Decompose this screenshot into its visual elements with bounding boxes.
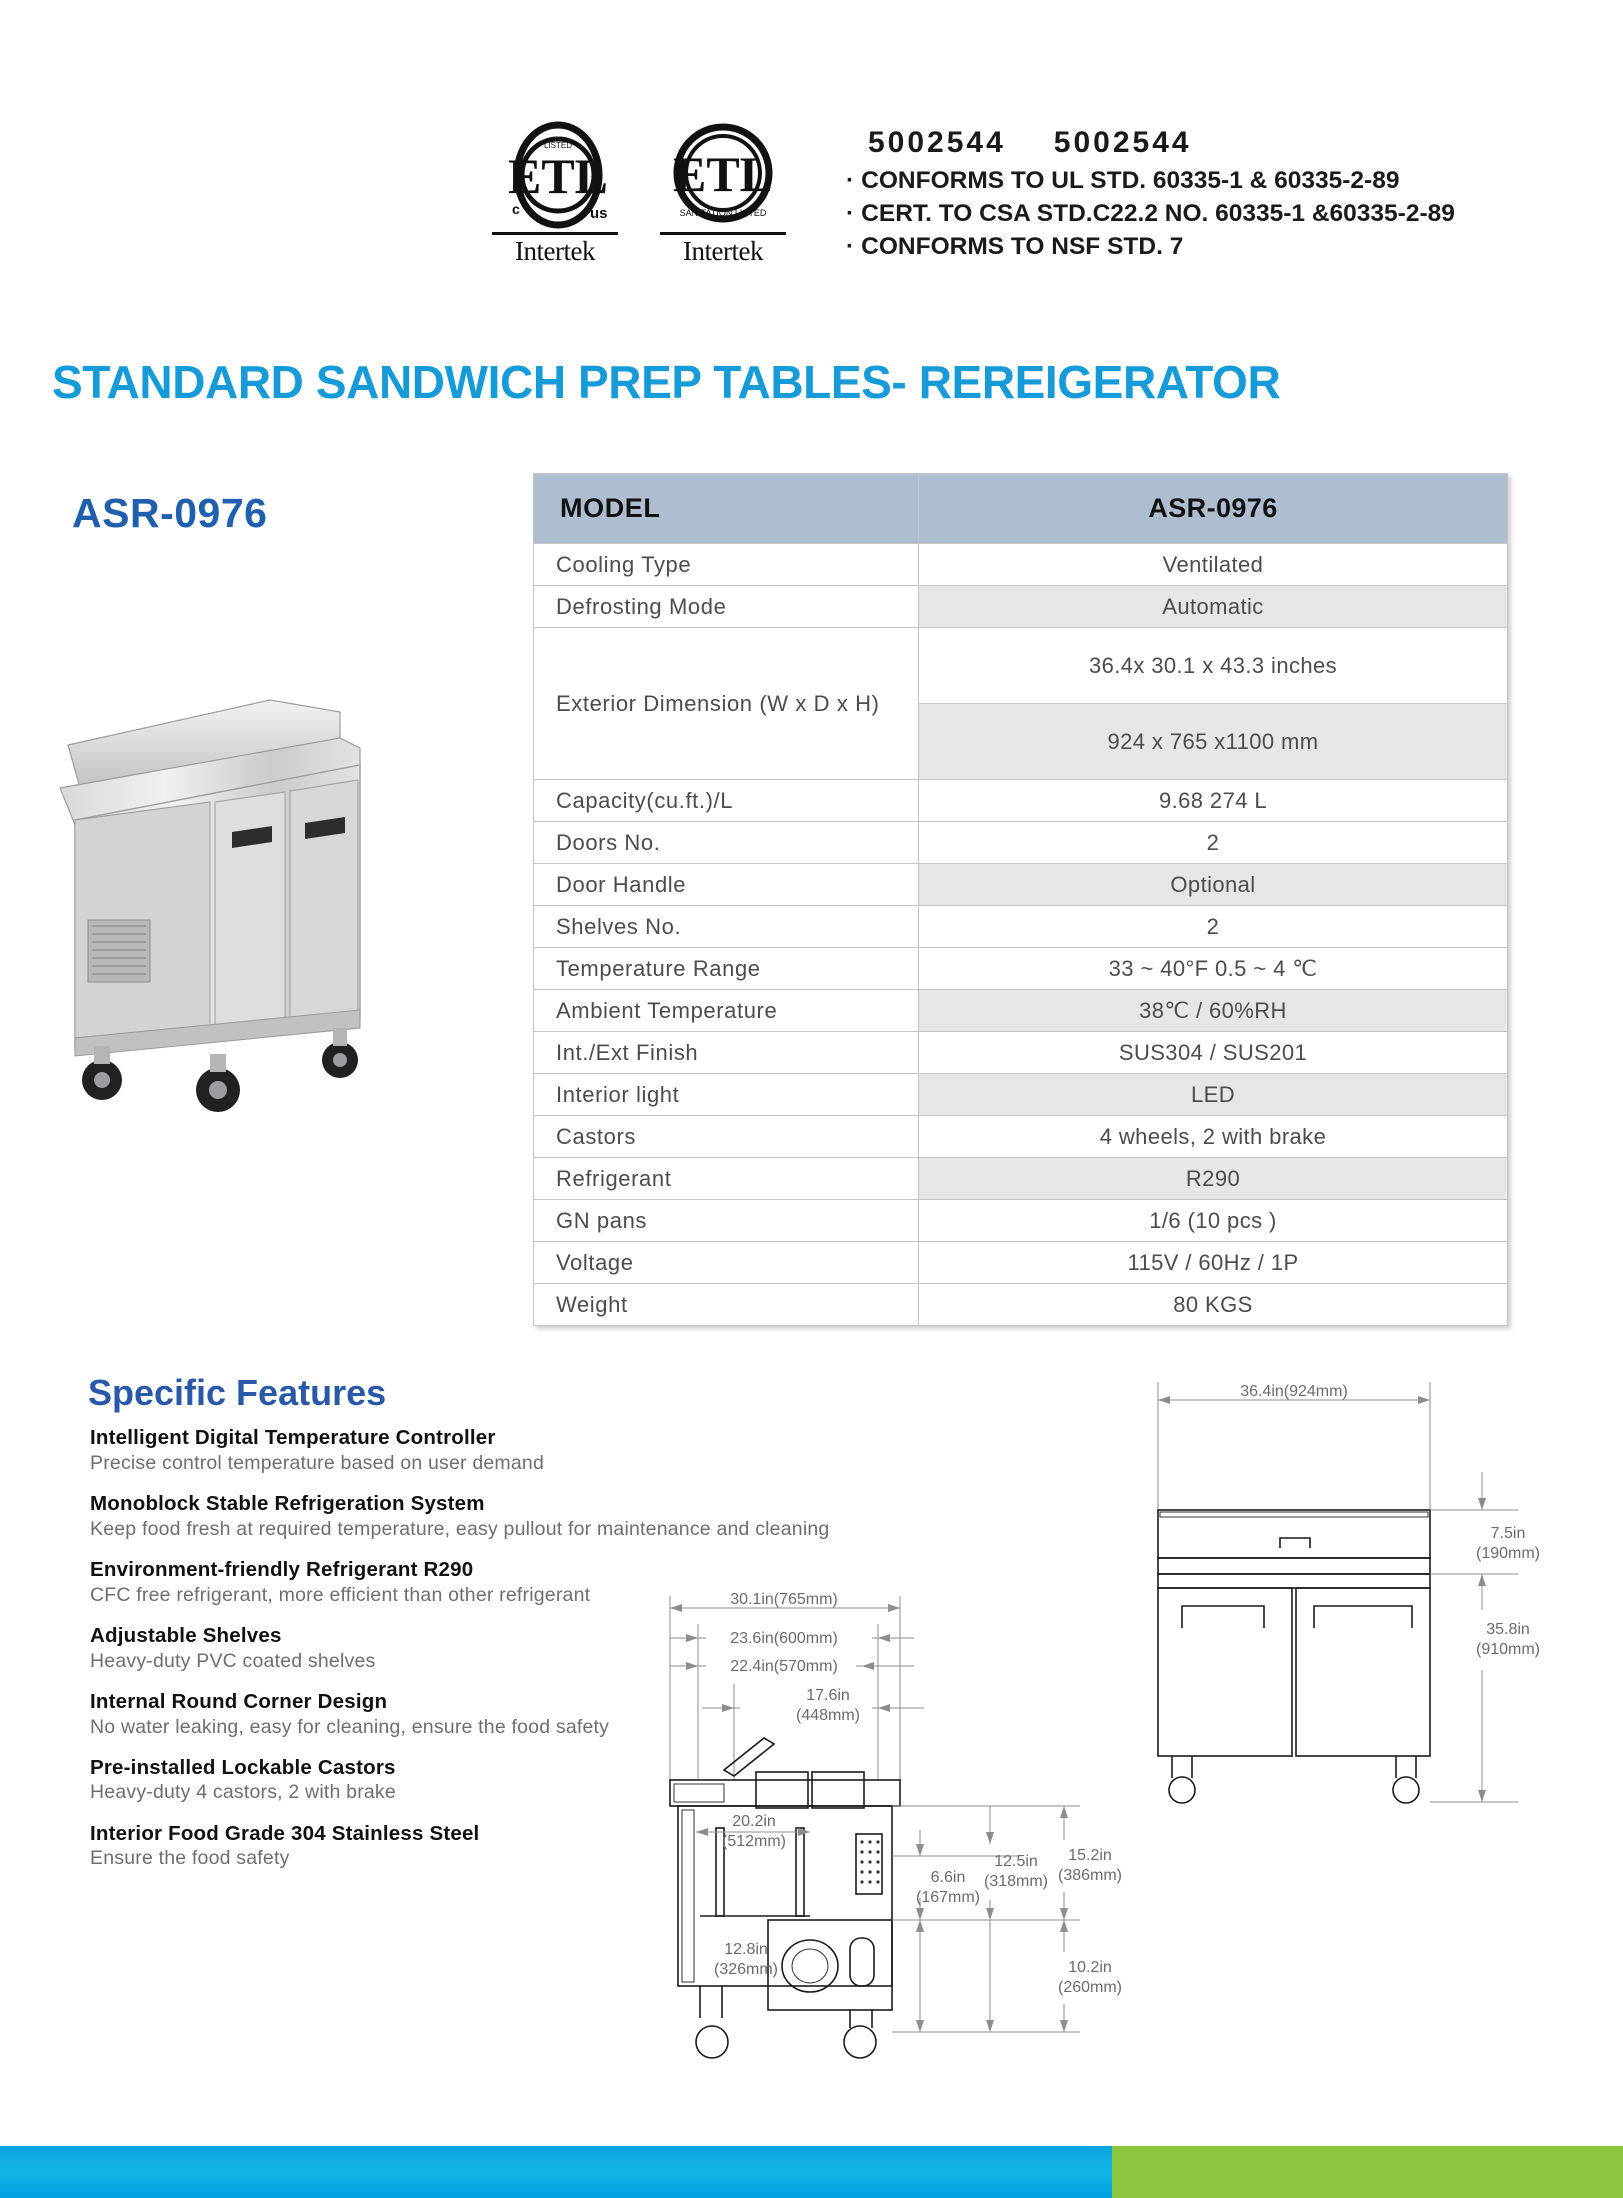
specification-table [533,473,1508,1326]
feature-description: Heavy-duty 4 castors, 2 with brake [90,1781,396,1804]
table-row [534,628,1508,704]
spec-value-int-ext-finish: SUS304 / SUS201 [919,1032,1508,1074]
table-row [534,822,1508,864]
certification-codes [846,126,1455,160]
table-row [534,1200,1508,1242]
spec-key-door-handle: Door Handle [534,864,919,906]
side-dim-600-label: 23.6in(600mm) [730,1630,838,1647]
cert-bullet-icon: · [846,167,855,194]
spec-value-voltage: 115V / 60Hz / 1P [919,1242,1508,1284]
side-dim-260-label-2: (260mm) [1057,1979,1123,1996]
front-height-dimension-label-2: (910mm) [1475,1641,1541,1658]
spec-key-temperature-range: Temperature Range [534,948,919,990]
side-depth-dimension-label: 30.1in(765mm) [730,1591,838,1608]
cert-line-ul [846,165,1455,198]
svg-text:c: c [512,201,520,217]
spec-header-key: MODEL [534,474,919,544]
table-row [534,1032,1508,1074]
table-row [534,1242,1508,1284]
spec-key-castors: Castors [534,1116,919,1158]
spec-key-doors-no: Doors No. [534,822,919,864]
table-row [534,544,1508,586]
side-dim-326-label-2: (326mm) [713,1961,779,1978]
feature-description: Heavy-duty PVC coated shelves [90,1649,376,1672]
spec-value-temperature-range: 33 ~ 40°F 0.5 ~ 4 ℃ [919,948,1508,990]
front-width-dimension-label: 36.4in(924mm) [1240,1383,1348,1400]
feature-item [90,1755,710,1806]
feature-heading: Pre-installed Lockable Castors [90,1755,396,1779]
spec-key-capacity: Capacity(cu.ft.)/L [534,780,919,822]
spec-value-doors-no: 2 [919,822,1508,864]
feature-item [90,1689,710,1740]
spec-value-interior-light: LED [919,1074,1508,1116]
feature-description: No water leaking, easy for cleaning, ensure the food safety [90,1715,610,1738]
cert-code-left: 5002544 [868,126,1006,159]
feature-item [90,1821,710,1872]
cert-line-csa-text: CERT. TO CSA STD.C22.2 NO. 60335-1 &60335-2-89 [861,199,1455,227]
intertek-rule-left [492,232,618,235]
side-dim-386-label-1: 15.2in [1068,1847,1112,1864]
page-title: STANDARD SANDWICH PREP TABLES- REREIGERATOR [52,356,1281,408]
table-row [534,1284,1508,1326]
certification-text-block [846,126,1455,263]
table-row [534,586,1508,628]
side-dim-448-label-1: 17.6in [806,1687,850,1704]
table-row [534,990,1508,1032]
svg-text:us: us [590,205,608,222]
spec-value-ambient-temperature: 38℃ / 60%RH [919,990,1508,1032]
spec-value-door-handle: Optional [919,864,1508,906]
spec-key-cooling-type: Cooling Type [534,544,919,586]
spec-table-header-row [534,474,1508,544]
feature-description: Keep food fresh at required temperature, easy pullout for maintenance and cleaning [90,1517,830,1540]
side-dim-512-label-2: (512mm) [721,1833,787,1850]
intertek-rule-right [660,232,786,235]
table-row [534,780,1508,822]
spec-key-ambient-temperature: Ambient Temperature [534,990,919,1032]
side-dim-326-label-1: 12.8in [724,1941,768,1958]
footer-blue-segment [0,2146,1112,2198]
feature-item [90,1623,710,1674]
spec-value-capacity: 9.68 274 L [919,780,1508,822]
model-label: ASR-0976 [72,490,268,536]
intertek-wordmark-left: Intertek [515,236,595,266]
feature-description: Ensure the food safety [90,1847,290,1870]
front-top-dimension-label-1: 7.5in [1490,1525,1526,1542]
etl-sanitation-mark [648,120,798,267]
etl-listed-mark [480,120,630,267]
front-view-drawing [1130,1360,1620,1950]
side-section-drawing [660,1580,1180,2120]
spec-key-exterior-dimension: Exterior Dimension (W x D x H) [534,628,919,780]
side-dim-570-label: 22.4in(570mm) [730,1658,838,1675]
cert-bullet-icon: · [846,199,855,227]
side-dim-260-label-1: 10.2in [1068,1959,1112,1976]
table-row [534,1074,1508,1116]
svg-text:LISTED: LISTED [543,141,573,150]
cert-bullet-icon: · [846,232,855,260]
feature-heading: Intelligent Digital Temperature Controller [90,1426,496,1449]
footer-green-segment [1112,2146,1623,2198]
svg-text:ETL: ETL [507,148,609,204]
svg-text:SANITATION LISTED: SANITATION LISTED [679,208,767,218]
spec-key-weight: Weight [534,1284,919,1326]
table-row [534,948,1508,990]
spec-key-voltage: Voltage [534,1242,919,1284]
feature-item [90,1425,710,1476]
footer-bar [0,2146,1623,2198]
cert-line-ul-text: CONFORMS TO UL STD. 60335-1 & 60335-2-89 [861,167,1400,194]
side-dim-167-label-1: 6.6in [930,1869,966,1886]
spec-value-refrigerant: R290 [919,1158,1508,1200]
cert-line-nsf-text: CONFORMS TO NSF STD. 7 [861,232,1184,260]
feature-heading: Environment-friendly Refrigerant R290 [90,1557,474,1581]
side-dim-448-label-2: (448mm) [795,1707,861,1724]
feature-heading: Interior Food Grade 304 Stainless Steel [90,1821,480,1845]
feature-description: CFC free refrigerant, more efficient than other refrigerant [90,1583,591,1606]
table-row [534,1116,1508,1158]
table-row [534,906,1508,948]
spec-key-refrigerant: Refrigerant [534,1158,919,1200]
spec-key-interior-light: Interior light [534,1074,919,1116]
spec-key-defrosting-mode: Defrosting Mode [534,586,919,628]
etl-sanitation-icon [648,120,798,230]
table-row [534,864,1508,906]
spec-table-body [534,474,1508,1326]
etl-listed-icon [480,120,630,230]
feature-heading: Internal Round Corner Design [90,1689,388,1713]
feature-heading: Adjustable Shelves [90,1623,282,1647]
side-dim-318-label-1: 12.5in [994,1853,1038,1870]
spec-value-shelves-no: 2 [919,906,1508,948]
side-dim-386-label-2: (386mm) [1057,1867,1123,1884]
feature-heading: Monoblock Stable Refrigeration System [90,1491,485,1515]
intertek-wordmark-right: Intertek [683,236,763,266]
front-height-dimension-label-1: 35.8in [1486,1621,1530,1638]
spec-value-gn-pans: 1/6 (10 pcs ) [919,1200,1508,1242]
cert-line-nsf [846,231,1455,264]
side-dim-512-label-1: 20.2in [732,1813,776,1830]
front-top-dimension-label-2: (190mm) [1475,1545,1541,1562]
feature-item [90,1557,710,1608]
svg-text:ETL: ETL [672,146,774,202]
spec-value-exterior-dimension-mm: 924 x 765 x1100 mm [919,704,1508,780]
spec-value-exterior-dimension-in: 36.4x 30.1 x 43.3 inches [919,628,1508,704]
cert-code-right: 5002544 [1053,126,1192,159]
features-title: Specific Features [88,1372,387,1413]
side-dim-318-label-2: (318mm) [983,1873,1049,1890]
spec-value-cooling-type: Ventilated [919,544,1508,586]
spec-header-value: ASR-0976 [919,474,1508,544]
table-row [534,1158,1508,1200]
spec-value-castors: 4 wheels, 2 with brake [919,1116,1508,1158]
spec-key-int-ext-finish: Int./Ext Finish [534,1032,919,1074]
spec-key-gn-pans: GN pans [534,1200,919,1242]
certification-header [480,120,1455,267]
side-dim-167-label-2: (167mm) [915,1889,981,1906]
product-photo [40,620,500,1120]
cert-line-csa [846,198,1455,231]
feature-description: Precise control temperature based on user demand [90,1451,545,1474]
spec-value-defrosting-mode: Automatic [919,586,1508,628]
feature-item [90,1491,830,1542]
spec-key-shelves-no: Shelves No. [534,906,919,948]
spec-value-weight: 80 KGS [919,1284,1508,1326]
